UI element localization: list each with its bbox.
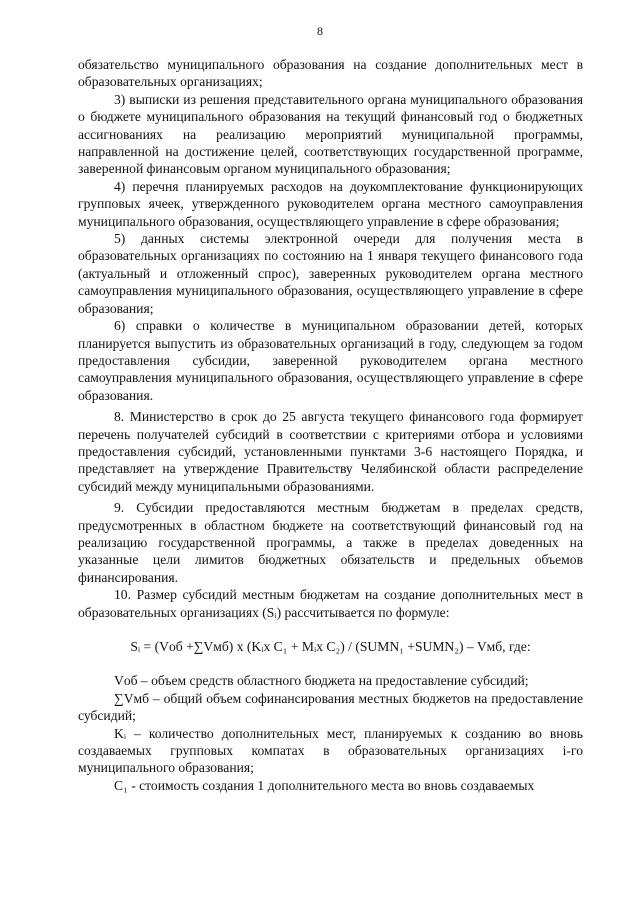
definition-c-1: C₁ - стоимость создания 1 дополнительного места во вновь создаваемых — [114, 777, 535, 793]
paragraph-clause-8: 8. Министерство в срок до 25 августа текущего финансового года формирует перечень получателей субсидий в соответствии с критериями отбора и условиями предоставления субсидий, установленными пунктами 3-6 настоящего Порядка, и представляет на утверждение Правительству Челябинской области распределение субсидий между муниципальными образованиями. — [78, 409, 583, 494]
subsidy-formula: Sᵢ = (Vоб +∑Vмб) x (Kᵢx C₁ + Mᵢx C₂) / (SUMN₁ +SUMN₂) – Vмб, где: — [130, 639, 531, 654]
definition-k-i: Kᵢ – количество дополнительных мест, планируемых к созданию во вновь создаваемых групповых компатах в образовательных организациях i-го муниципального образования; — [78, 725, 583, 776]
paragraph-item-5: 5) данных системы электронной очереди для получения места в образовательных организациях по состоянию на 1 января текущего финансового года (актуальный и отложенный спрос), заверенных руководителем органа местного самоуправления муниципального образования, осуществляющего управление в сфере образования; — [78, 231, 583, 316]
paragraph-clause-10: 10. Размер субсидий местным бюджетам на создание дополнительных мест в образовательных организациях (Sᵢ) рассчитывается по формуле: — [78, 587, 583, 620]
page-number: 8 — [317, 24, 323, 38]
definition-sum-v-mb: ∑Vмб – общий объем софинансирования местных бюджетов на предоставление субсидий; — [78, 690, 583, 724]
paragraph-item-3: 3) выписки из решения представительного органа муниципального образования о бюджете муниципального образования на текущий финансовый год о бюджетных ассигнованиях на реализацию мероприятий муниципальной программы, направленной на достижение целей, соответствующих государственной программе, заверенной финансовым органом муниципального образования; — [78, 91, 583, 177]
document-body — [78, 56, 583, 794]
paragraph-clause-9: 9. Субсидии предоставляются местным бюджетам в пределах средств, предусмотренных в областном бюджете на соответствующий финансовый год на реализацию государственной программы, а также в пределах доведенных на указанные цели лимитов бюджетных обязательств и предельных объемов финансирования. — [78, 500, 583, 585]
definition-v-ob: Vоб – объем средств областного бюджета на предоставление субсидий; — [114, 673, 529, 689]
paragraph-item-6: 6) справки о количестве в муниципальном образовании детей, которых планируется выпустить из образовательных организаций в году, следующем за годом предоставления субсидии, заверенной руководителем органа местного самоуправления муниципального образования, осуществляющего управление в сфере образования. — [78, 318, 583, 403]
paragraph-item-4: 4) перечня планируемых расходов на доукомплектование функционирующих групповых ячеек, утвержденного руководителем органа местного самоуправления муниципального образования, осуществляющего управление в сфере образования; — [78, 178, 583, 229]
paragraph-continuation: обязательство муниципального образования на создание дополнительных мест в образовательных организациях; — [78, 57, 583, 90]
